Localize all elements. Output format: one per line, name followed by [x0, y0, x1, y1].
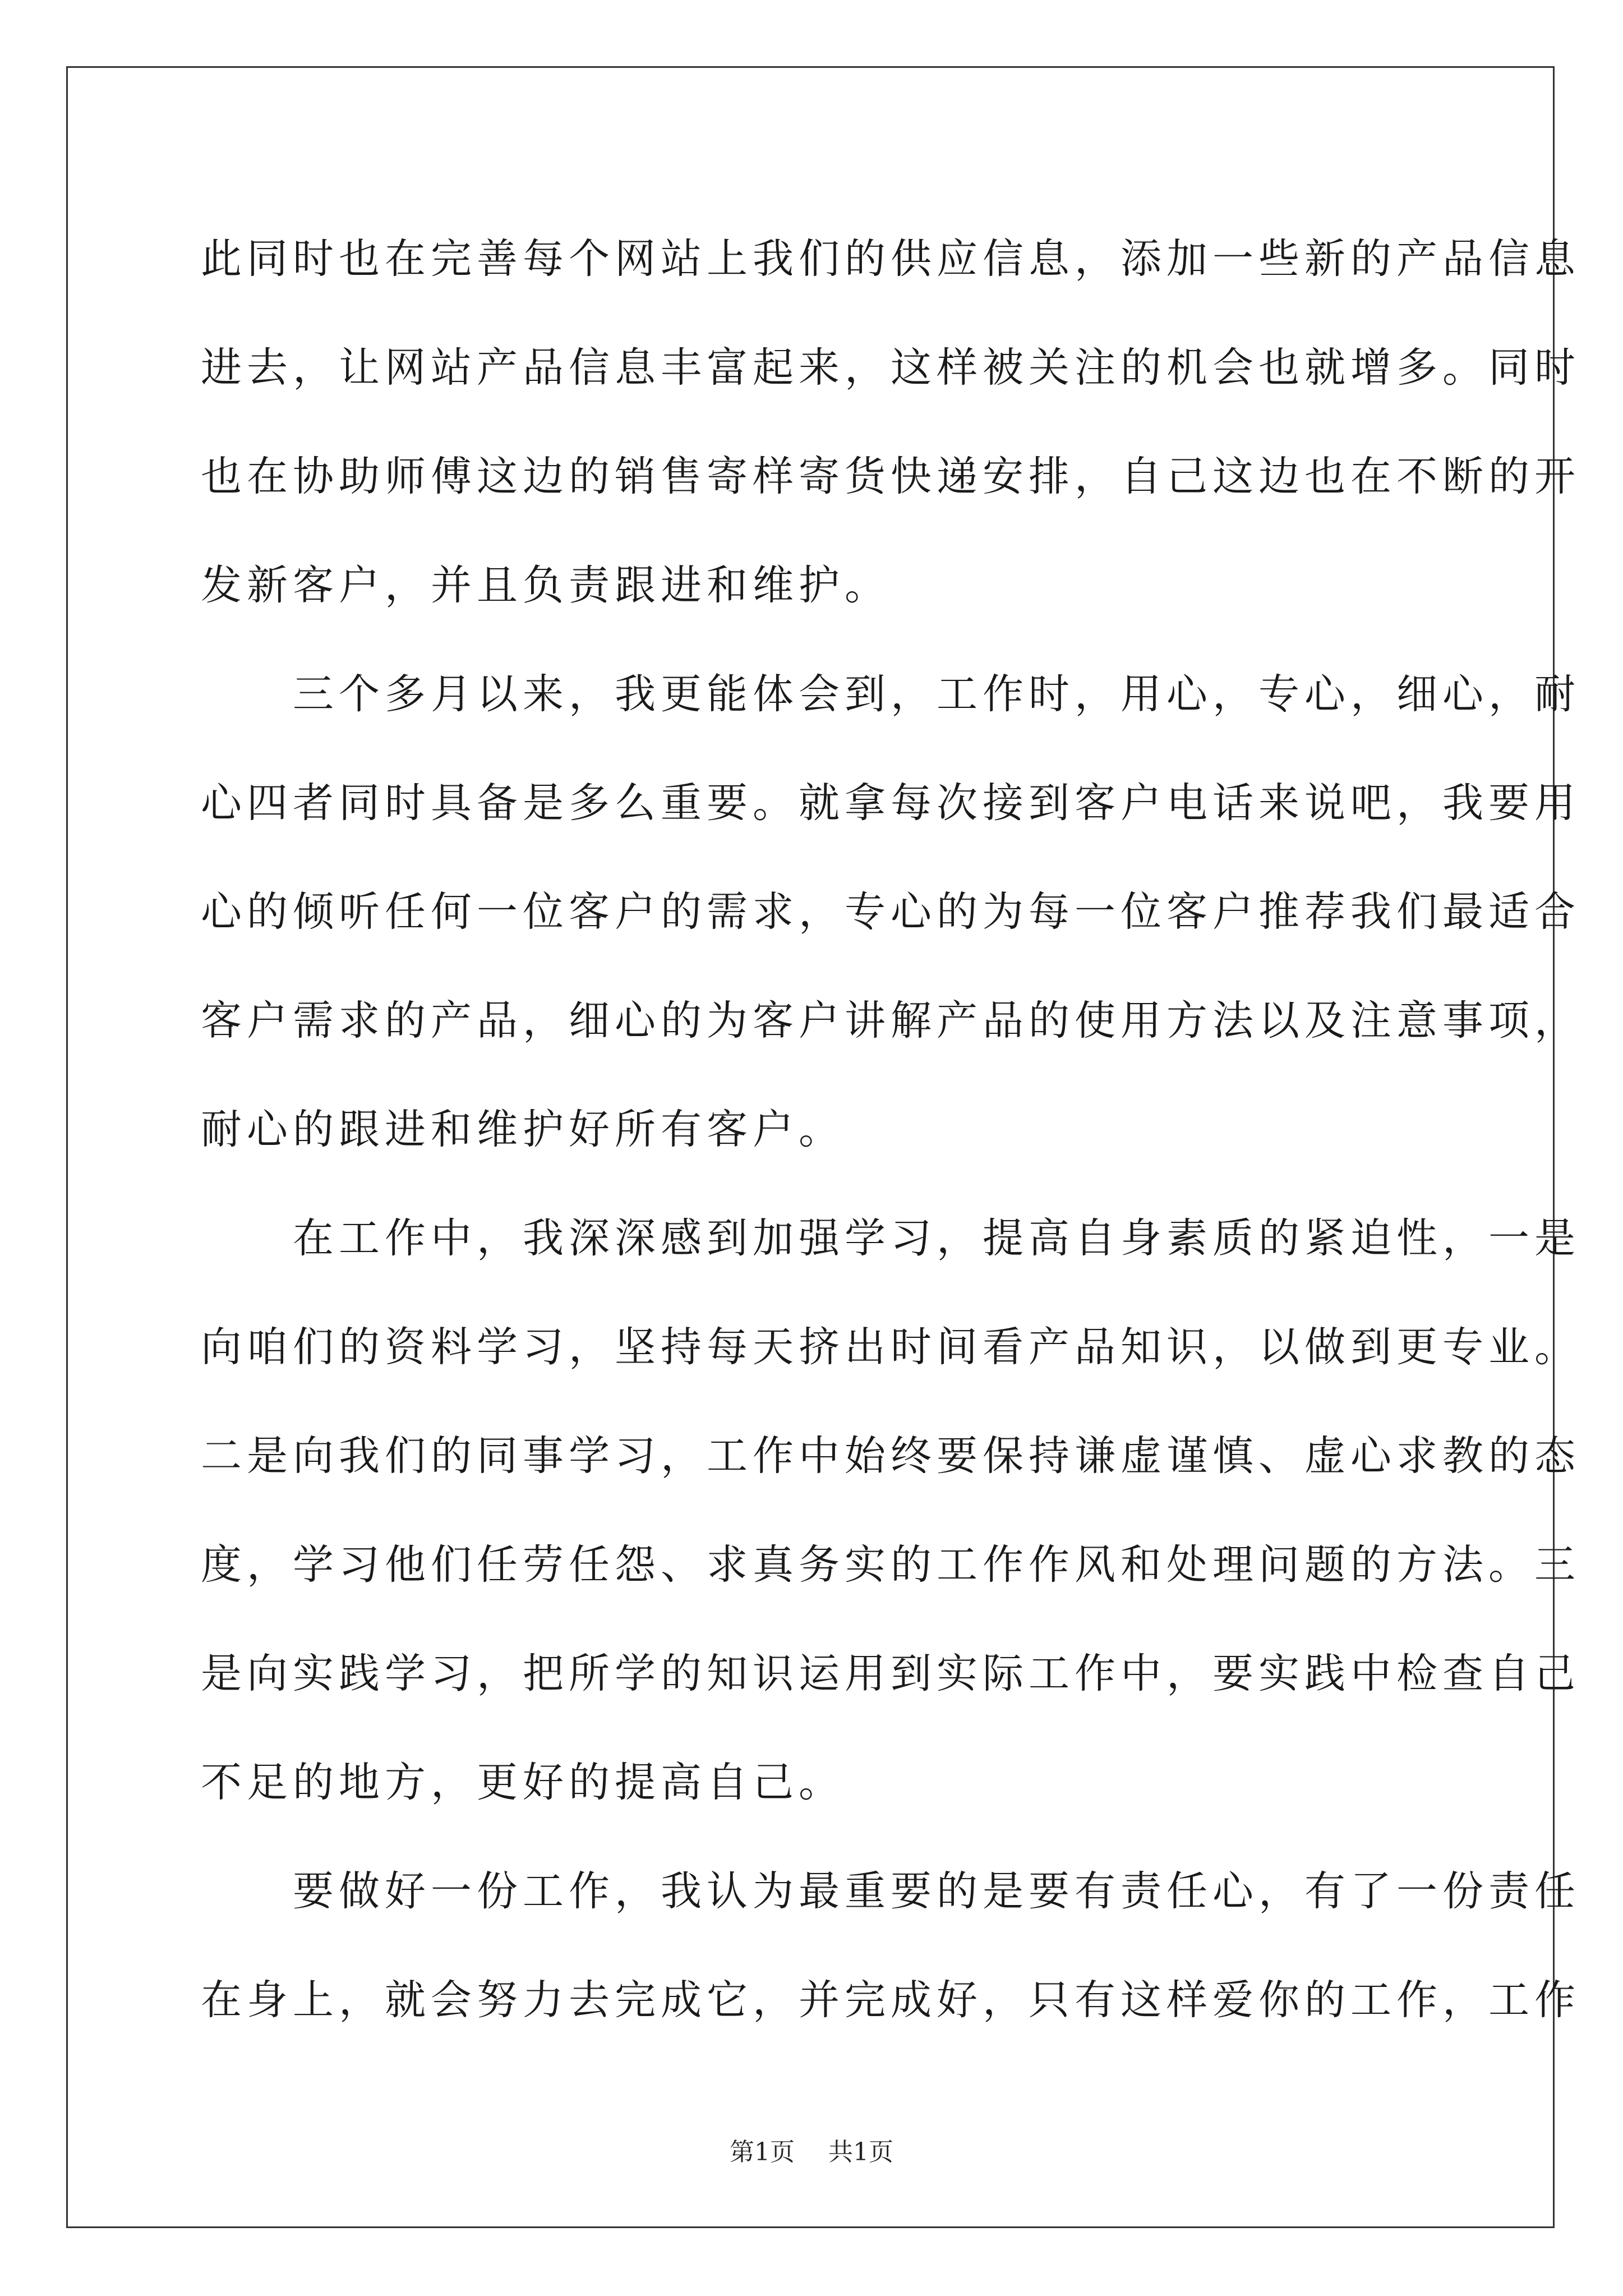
- text-line: 二是向我们的同事学习，工作中始终要保持谦虚谨慎、虚心求教的态: [201, 1432, 1580, 1480]
- text-line: 心四者同时具备是多么重要。就拿每次接到客户电话来说吧，我要用: [201, 779, 1580, 827]
- text-line: 心的倾听任何一位客户的需求，专心的为每一位客户推荐我们最适合: [201, 888, 1580, 936]
- page-footer: [0, 2132, 1623, 2168]
- text-line: 此同时也在完善每个网站上我们的供应信息，添加一些新的产品信息: [201, 235, 1580, 283]
- text-line: 也在协助师傅这边的销售寄样寄货快递安排，自己这边也在不断的开: [201, 453, 1580, 500]
- text-line: 是向实践学习，把所学的知识运用到实际工作中，要实践中检查自己: [201, 1650, 1580, 1697]
- text-line: 不足的地方，更好的提高自己。: [201, 1759, 845, 1806]
- text-line: 在工作中，我深深感到加强学习，提高自身素质的紧迫性，一是: [201, 1214, 1580, 1262]
- text-line: 发新客户，并且负责跟进和维护。: [201, 562, 891, 609]
- text-line: 进去，让网站产品信息丰富起来，这样被关注的机会也就增多。同时: [201, 344, 1580, 392]
- page-total: 共1页: [828, 2138, 893, 2166]
- text-line: 向咱们的资料学习，坚持每天挤出时间看产品知识，以做到更专业。: [201, 1323, 1580, 1371]
- text-line: 三个多月以来，我更能体会到，工作时，用心，专心，细心，耐: [201, 670, 1580, 718]
- document-body: [201, 205, 1580, 2055]
- text-line: 在身上，就会努力去完成它，并完成好，只有这样爱你的工作，工作: [201, 1976, 1580, 2024]
- text-line: 要做好一份工作，我认为最重要的是要有责任心，有了一份责任: [201, 1867, 1580, 1915]
- text-line: 耐心的跟进和维护好所有客户。: [201, 1106, 845, 1153]
- text-line: 度，学习他们任劳任怨、求真务实的工作作风和处理问题的方法。三: [201, 1541, 1580, 1589]
- page-number: 第1页: [730, 2138, 795, 2166]
- text-line: 客户需求的产品，细心的为客户讲解产品的使用方法以及注意事项，: [201, 997, 1580, 1045]
